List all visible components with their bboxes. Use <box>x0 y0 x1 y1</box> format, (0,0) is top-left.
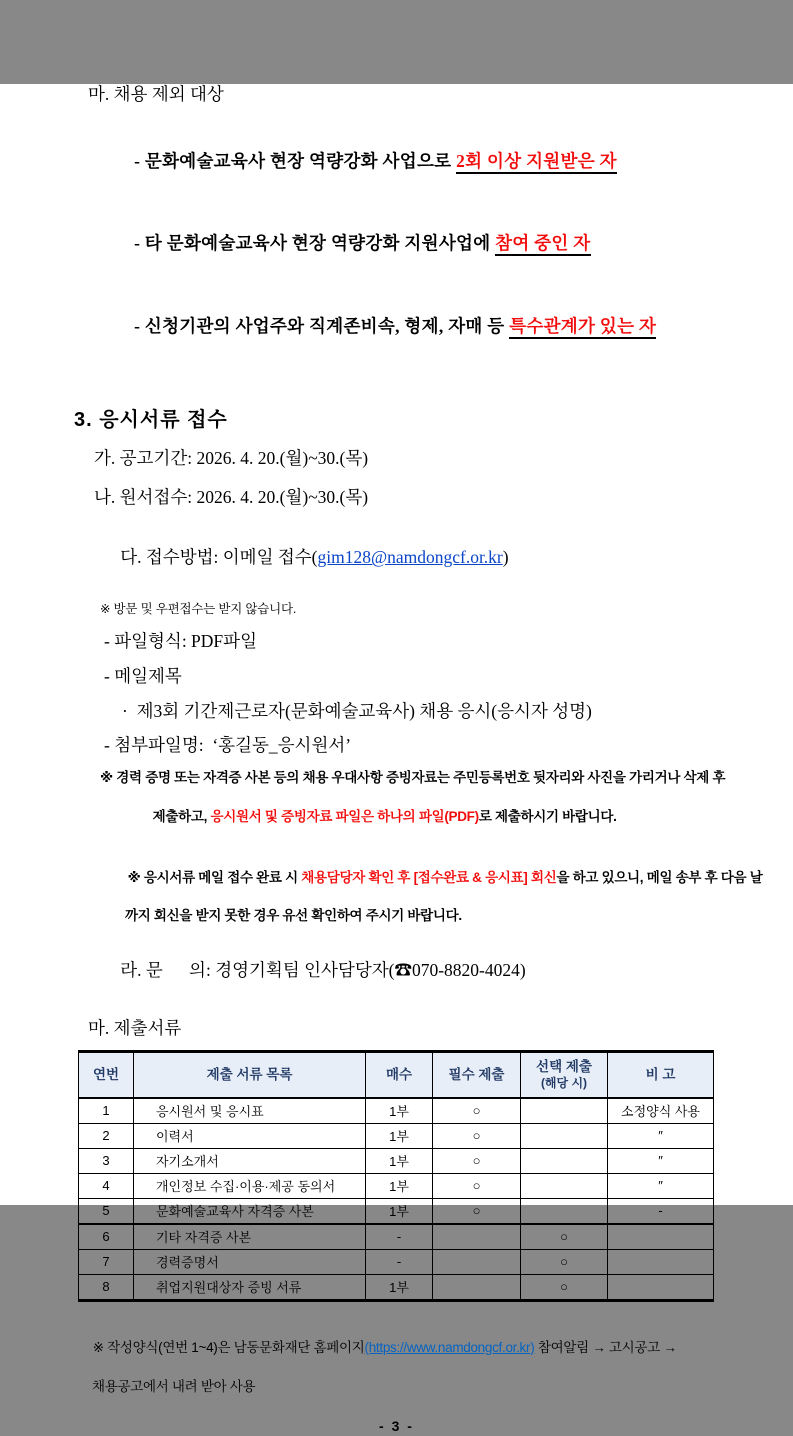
table-row <box>79 1148 714 1173</box>
cell-no: 7 <box>79 1249 134 1274</box>
cell-note: ″ <box>608 1148 714 1173</box>
cell-doc: 문화예술교육사 자격증 사본 <box>134 1198 366 1224</box>
cell-copies: - <box>366 1224 433 1250</box>
cell-doc: 응시원서 및 응시표 <box>134 1098 366 1124</box>
cell-required: ○ <box>433 1098 521 1124</box>
excluded-highlight: 특수관계가 있는 자 <box>509 316 656 339</box>
evidence-note-text: 로 제출하시기 바랍니다. <box>478 809 617 824</box>
application-period-line: 나. 원서접수: 2026. 4. 20.(월)~30.(목) <box>94 486 369 507</box>
reply-note-text: 을 하고 있으니, 메일 송부 후 다음 날 <box>556 869 763 885</box>
col-header-doc: 제출 서류 목록 <box>134 1051 366 1098</box>
cell-note <box>608 1249 714 1274</box>
cell-copies: 1부 <box>366 1198 433 1224</box>
evidence-note-line2 <box>125 792 793 843</box>
method-text-suffix: ) <box>502 547 509 568</box>
mail-subject-label: - 메일제목 <box>104 665 182 686</box>
cell-copies: 1부 <box>366 1148 433 1173</box>
cell-optional <box>521 1173 608 1198</box>
cell-optional: ○ <box>521 1224 608 1250</box>
method-line <box>94 526 793 592</box>
cell-no: 4 <box>79 1173 134 1198</box>
excluded-highlight: 2회 이상 지원받은 자 <box>456 151 617 174</box>
cell-copies: 1부 <box>366 1274 433 1300</box>
cell-note: ″ <box>608 1173 714 1198</box>
cell-doc: 경력증명서 <box>134 1249 366 1274</box>
form-download-note <box>0 1323 793 1397</box>
form-download-note-text-suffix: 참여알림 → 고시공고 → <box>534 1339 677 1355</box>
no-visit-note: ※ 방문 및 우편접수는 받지 않습니다. <box>100 602 297 617</box>
cell-note <box>608 1224 714 1250</box>
exclusion-heading: 마. 채용 제외 대상 <box>88 84 224 104</box>
cell-doc: 자기소개서 <box>134 1148 366 1173</box>
cell-required <box>433 1224 521 1250</box>
exclusion-item-text: - 신청기관의 사업주와 직계존비속, 형제, 자매 등 <box>134 316 510 336</box>
cell-note: - <box>608 1198 714 1224</box>
col-header-note: 비 고 <box>608 1051 714 1098</box>
cell-required: ○ <box>433 1148 521 1173</box>
table-row <box>79 1274 714 1300</box>
reply-note-red: 채용담당자 확인 후 [접수완료 & 응시표] 회신 <box>301 869 557 885</box>
cell-note <box>608 1274 714 1300</box>
table-row <box>79 1123 714 1148</box>
cell-no: 6 <box>79 1224 134 1250</box>
exclusion-item <box>106 294 793 360</box>
phone-icon: ☎ <box>394 960 412 981</box>
document-page <box>0 84 793 1435</box>
inquiry-line <box>94 938 793 1004</box>
evidence-note <box>0 770 793 843</box>
evidence-note-line1: ※ 경력 증명 또는 자격증 사본 등의 채용 우대사항 증빙자료는 주민등록번호 뒷자리와 사진을 가리거나 삭제 후 <box>100 770 726 786</box>
reply-note-text: ※ 응시서류 메일 접수 완료 시 <box>127 869 302 885</box>
cell-no: 1 <box>79 1098 134 1124</box>
col-header-optional-main: 선택 제출 <box>536 1058 592 1074</box>
cell-required: ○ <box>433 1198 521 1224</box>
col-header-required: 필수 제출 <box>433 1051 521 1098</box>
exclusion-item-text: - 문화예술교육사 현장 역량강화 사업으로 <box>134 150 457 171</box>
form-download-note-line2: 채용공고에서 내려 받아 사용 <box>92 1379 256 1395</box>
submission-documents-table <box>78 1050 714 1302</box>
exclusion-section <box>0 84 793 360</box>
announcement-period-line: 가. 공고기간: 2026. 4. 20.(월)~30.(목) <box>94 447 369 468</box>
exclusion-item <box>106 212 793 278</box>
phone-number: 070-8820-4024 <box>411 960 520 981</box>
reply-note-line2: 까지 회신을 받지 못한 경우 유선 확인하여 주시기 바랍니다. <box>125 908 462 924</box>
email-link[interactable]: gim128@namdongcf.or.kr <box>317 547 503 568</box>
table-row <box>79 1198 714 1224</box>
evidence-note-red: 응시원서 및 증빙자료 파일은 하나의 파일(PDF) <box>210 809 479 824</box>
cell-optional: ○ <box>521 1274 608 1300</box>
page-number: - 3 - <box>379 1418 414 1435</box>
cell-copies: 1부 <box>366 1173 433 1198</box>
col-header-optional <box>521 1051 608 1098</box>
col-header-no: 연번 <box>79 1051 134 1098</box>
table-row <box>79 1098 714 1124</box>
cell-required: ○ <box>433 1173 521 1198</box>
cell-required <box>433 1249 521 1274</box>
excluded-highlight: 참여 중인 자 <box>495 233 590 256</box>
exclusion-item-text: - 타 문화예술교육사 현장 역량강화 지원사업에 <box>134 233 496 254</box>
cell-doc: 기타 자격증 사본 <box>134 1224 366 1250</box>
table-row <box>79 1249 714 1274</box>
evidence-note-text: 제출하고, <box>152 809 211 824</box>
attachment-name-line: - 첨부파일명: ‘홍길동_응시원서’ <box>104 735 352 756</box>
form-download-note-text: ※ 작성양식(연번 1~4)은 남동문화재단 홈페이지 <box>92 1339 365 1355</box>
cell-optional <box>521 1198 608 1224</box>
cell-no: 3 <box>79 1148 134 1173</box>
cell-required: ○ <box>433 1123 521 1148</box>
cell-optional <box>521 1098 608 1124</box>
cell-optional <box>521 1148 608 1173</box>
cell-optional <box>521 1123 608 1148</box>
cell-required <box>433 1274 521 1300</box>
cell-copies: 1부 <box>366 1123 433 1148</box>
application-section <box>0 408 793 1302</box>
cell-doc: 개인정보 수집·이용·제공 동의서 <box>134 1173 366 1198</box>
table-row <box>79 1173 714 1198</box>
exclusion-item <box>106 129 793 195</box>
cell-note: 소정양식 사용 <box>608 1098 714 1124</box>
table-header-row <box>79 1051 714 1098</box>
mail-subject-value: · 제3회 기간제근로자(문화예술교육사) 채용 응시(응시자 성명) <box>122 700 592 721</box>
cell-doc: 이력서 <box>134 1123 366 1148</box>
method-text: 다. 접수방법: 이메일 접수( <box>120 547 318 568</box>
inquiry-text-suffix: ) <box>519 960 526 981</box>
reply-note-line1 <box>100 853 793 904</box>
cell-copies: 1부 <box>366 1098 433 1124</box>
documents-label: 마. 제출서류 <box>88 1017 182 1038</box>
table-row <box>79 1224 714 1250</box>
homepage-link[interactable]: (https://www.namdongcf.or.kr) <box>364 1339 535 1355</box>
cell-no: 8 <box>79 1274 134 1300</box>
cell-note: ″ <box>608 1123 714 1148</box>
form-download-note-line1 <box>72 1323 793 1374</box>
cell-copies: - <box>366 1249 433 1274</box>
cell-optional: ○ <box>521 1249 608 1274</box>
file-format-line: - 파일형식: PDF파일 <box>104 630 257 651</box>
inquiry-text: 라. 문 의: 경영기획팀 인사담당자( <box>120 960 395 981</box>
cell-doc: 취업지원대상자 증빙 서류 <box>134 1274 366 1300</box>
cell-no: 5 <box>79 1198 134 1224</box>
section-title: 3. 응시서류 접수 <box>74 408 228 431</box>
col-header-copies: 매수 <box>366 1051 433 1098</box>
reply-note <box>0 853 793 926</box>
cell-no: 2 <box>79 1123 134 1148</box>
col-header-optional-sub: (해당 시) <box>540 1075 588 1090</box>
